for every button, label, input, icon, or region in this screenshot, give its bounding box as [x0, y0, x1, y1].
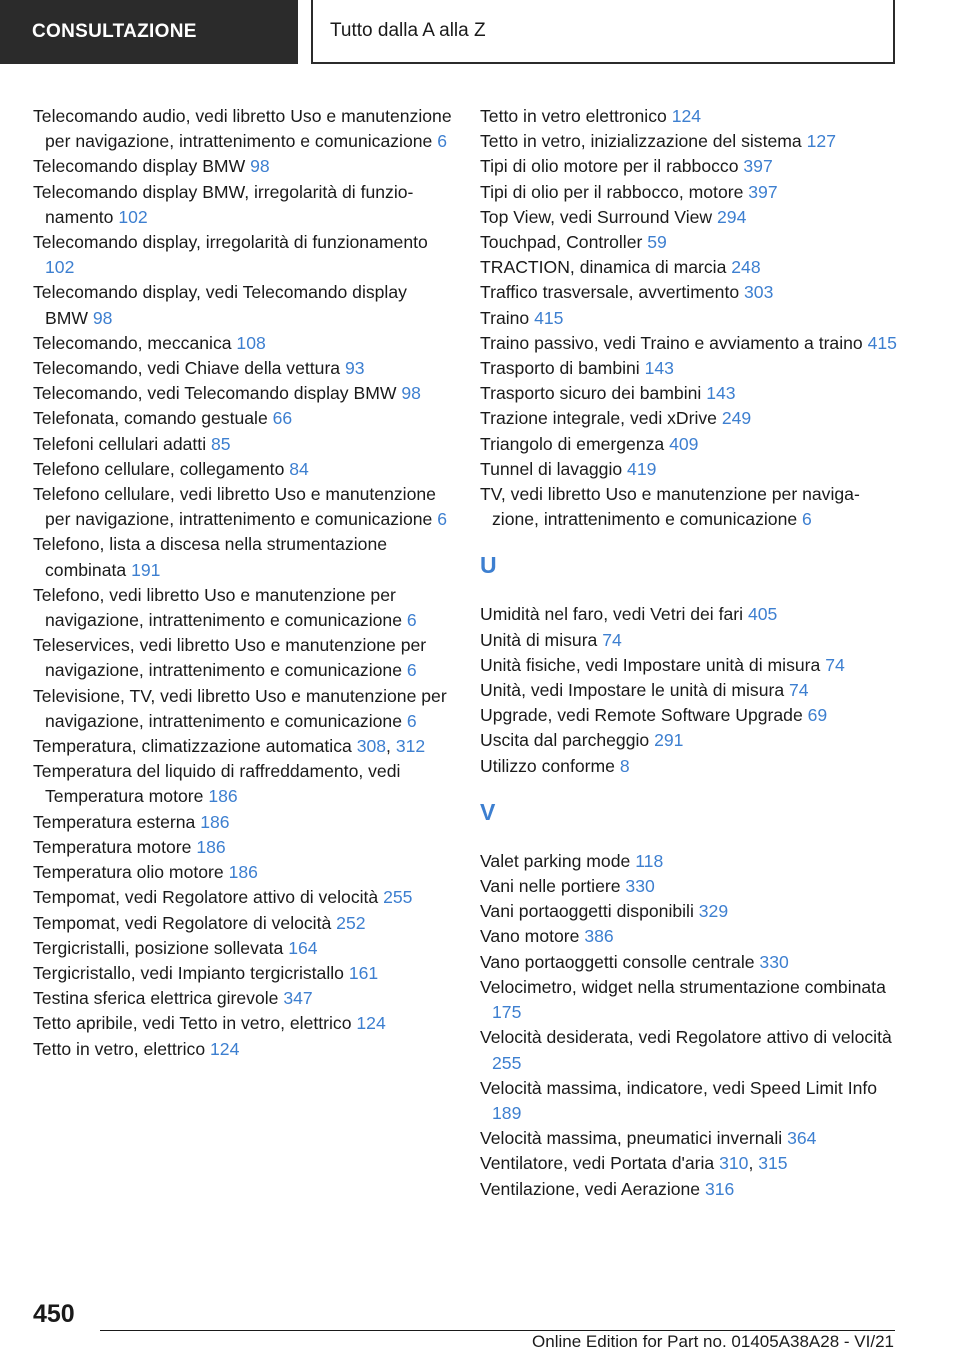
- index-column-right: [480, 104, 900, 1202]
- page-number: 450: [33, 1300, 75, 1328]
- index-entry-text: TV, vedi libretto Uso e manutenzione per navigazione, intrattenimento e comunicazione: [480, 484, 860, 530]
- index-entry-text: Vano portaoggetti consolle centrale: [480, 951, 755, 972]
- index-entry: [480, 180, 900, 205]
- index-entry-text: Telecomando, vedi Chiave della vettura: [33, 358, 341, 379]
- index-entry-text: Trasporto di bambini: [480, 358, 640, 379]
- index-entry-text: Uscita dal parcheggio: [480, 730, 650, 751]
- page-reference-link[interactable]: 252: [336, 912, 366, 933]
- page-reference-link[interactable]: 255: [383, 887, 413, 908]
- index-entry: [480, 602, 900, 627]
- index-entry: [33, 936, 453, 961]
- index-entry: [33, 1037, 453, 1062]
- index-entry-text: Touchpad, Controller: [480, 232, 643, 253]
- index-entry-text: TRACTION, dinamica di marcia: [480, 257, 727, 278]
- index-entry-text: Tetto in vetro, inizializzazione del sistema: [480, 131, 802, 152]
- index-entry: [33, 885, 453, 910]
- index-entry: [33, 810, 453, 835]
- index-entry: [33, 532, 453, 582]
- index-entry: [480, 950, 900, 975]
- index-entry: [33, 230, 453, 280]
- page-reference-link[interactable]: 419: [627, 458, 657, 479]
- index-entry-text: Testina sferica elettrica girevole: [33, 988, 279, 1009]
- page-reference-link[interactable]: 329: [698, 901, 729, 922]
- page-reference-link[interactable]: 303: [744, 282, 774, 303]
- index-entry: [480, 104, 900, 129]
- index-entry: [480, 628, 900, 653]
- index-entry: [480, 849, 900, 874]
- page-reference-link[interactable]: 294: [717, 206, 747, 227]
- index-entry-text: Teleservices, vedi libretto Uso e manutenzione per navigazione, intrattenimento e comunicazione: [33, 635, 427, 681]
- index-entry-text: Velocità massima, indicatore, vedi Speed Limit Info: [480, 1077, 878, 1098]
- index-entry-text: Velocità massima, pneumatici invernali: [480, 1128, 783, 1149]
- index-entry-text: Triangolo di emergenza: [480, 433, 665, 454]
- index-entry: [480, 899, 900, 924]
- index-entry: [480, 1025, 900, 1075]
- index-entry: Ventilatore, vedi Portata d'aria 310, 315: [480, 1153, 788, 1174]
- index-entry: [480, 331, 900, 356]
- footer-divider: [100, 1330, 895, 1331]
- index-entry-text: Telefono, lista a discesa nella strumentazione combinata: [33, 534, 388, 580]
- index-entry-text: Telefono cellulare, vedi libretto Uso e manutenzione per navigazione, intrattenimento e comunicazione: [33, 484, 436, 530]
- page-reference-link[interactable]: 118: [635, 850, 664, 871]
- index-entry-text: Umidità nel faro, vedi Vetri dei fari: [480, 604, 744, 625]
- index-entry: [33, 457, 453, 482]
- index-entry-text: Trasporto sicuro dei bambini: [480, 383, 702, 404]
- index-entry-text: Telecomando display, vedi Telecomando display BMW: [33, 282, 407, 328]
- page-reference-link[interactable]: 74: [789, 680, 809, 701]
- page-reference-link[interactable]: 315: [758, 1153, 788, 1174]
- index-entry: [33, 406, 453, 431]
- page-reference-link[interactable]: 66: [272, 408, 293, 429]
- page-reference-link[interactable]: 310: [719, 1153, 749, 1174]
- index-entry: [480, 728, 900, 753]
- page-reference-link[interactable]: 312: [395, 736, 426, 757]
- index-entry: [33, 104, 453, 154]
- page-reference-link[interactable]: 409: [669, 433, 699, 454]
- index-group-u: [480, 602, 900, 778]
- page-reference-link[interactable]: 397: [743, 156, 773, 177]
- page-reference-link[interactable]: 347: [283, 988, 313, 1009]
- index-entry: [480, 975, 900, 1025]
- page-reference-link[interactable]: 186: [208, 786, 238, 807]
- page-reference-link[interactable]: 74: [825, 654, 845, 675]
- index-entry: [33, 1011, 453, 1036]
- index-entry-text: Ventilatore, vedi Portata d'aria: [480, 1153, 715, 1174]
- index-entry: [480, 230, 900, 255]
- index-letter-u: U: [480, 552, 497, 579]
- page-reference-link[interactable]: 85: [211, 433, 231, 454]
- index-entry: [480, 482, 900, 532]
- index-entry: [480, 432, 900, 457]
- page-reference-link[interactable]: 69: [807, 705, 828, 726]
- page-reference-link[interactable]: 98: [401, 383, 421, 404]
- page-reference-link[interactable]: 415: [867, 332, 897, 353]
- index-entry: [33, 331, 453, 356]
- index-entry-text: Tipi di olio per il rabbocco, motore: [480, 181, 744, 202]
- index-entry: [33, 911, 453, 936]
- page-reference-link[interactable]: 102: [45, 257, 75, 278]
- index-entry: [480, 874, 900, 899]
- index-entry-text: Telefono cellulare, collegamento: [33, 458, 285, 479]
- index-entry-text: Telefono, vedi libretto Uso e manutenzione per navigazione, intrattenimento e comunicazione: [33, 584, 402, 631]
- index-entry: [480, 678, 900, 703]
- page-reference-link[interactable]: 186: [228, 862, 258, 883]
- index-entry: [480, 754, 900, 779]
- index-entry-text: Traffico trasversale, avvertimento: [480, 282, 740, 303]
- index-group-t: [480, 104, 900, 532]
- index-entry-text: Telefonata, comando gestuale: [33, 408, 268, 429]
- index-entry-text: Telecomando audio, vedi libretto Uso e manutenzione per navigazione, intrattenimento e comunicazione: [33, 106, 452, 152]
- page-reference-link[interactable]: 397: [748, 181, 778, 202]
- index-column-left: [33, 104, 453, 1062]
- index-entry: [480, 653, 900, 678]
- page-reference-link[interactable]: 98: [250, 156, 270, 177]
- page-reference-link[interactable]: 6: [437, 131, 447, 152]
- page-reference-link[interactable]: 255: [492, 1052, 522, 1073]
- index-entry: Temperatura, climatizzazione automatica 308, 312: [33, 736, 426, 757]
- page-reference-link[interactable]: 143: [706, 383, 736, 404]
- index-entry-text: Televisione, TV, vedi libretto Uso e manutenzione per navigazione, intrattenimento e comunicazione: [33, 685, 447, 731]
- page-reference-link[interactable]: 127: [806, 131, 836, 152]
- page-reference-link[interactable]: 6: [802, 509, 812, 530]
- page-reference-link[interactable]: 364: [787, 1128, 817, 1149]
- index-entry-text: Ventilazione, vedi Aerazione: [480, 1178, 701, 1199]
- index-entry-text: Temperatura, climatizzazione automatica: [33, 736, 352, 757]
- index-entry-text: Unità, vedi Impostare le unità di misura: [480, 680, 785, 701]
- index-entry: [33, 835, 453, 860]
- index-entry: [480, 280, 900, 305]
- section-tab: CONSULTAZIONE: [0, 0, 298, 64]
- page-reference-link[interactable]: 330: [759, 951, 789, 972]
- page-reference-link[interactable]: 164: [288, 937, 318, 958]
- index-entry-text: Tetto apribile, vedi Tetto in vetro, elettrico: [33, 1013, 352, 1034]
- index-entry-text: Top View, vedi Surround View: [480, 206, 713, 227]
- index-entry-text: Vani nelle portiere: [480, 876, 621, 897]
- page-reference-link[interactable]: 161: [348, 962, 379, 983]
- page-reference-link[interactable]: 191: [131, 559, 161, 580]
- page-reference-link[interactable]: 186: [200, 811, 230, 832]
- page-reference-link[interactable]: 98: [92, 307, 113, 328]
- index-entry-text: Telefoni cellulari adatti: [33, 433, 207, 454]
- index-entry-text: Temperatura olio motore: [33, 862, 224, 883]
- page-title: Tutto dalla A alla Z: [311, 0, 895, 64]
- index-entry: [33, 180, 453, 230]
- page-reference-link[interactable]: 175: [492, 1002, 522, 1023]
- page-reference-link[interactable]: 6: [406, 710, 417, 731]
- index-entry: [33, 280, 453, 330]
- index-entry: [33, 759, 453, 809]
- page-reference-link[interactable]: 84: [289, 458, 309, 479]
- page-reference-link[interactable]: 124: [356, 1013, 386, 1034]
- page-reference-link[interactable]: 8: [619, 755, 630, 776]
- page-reference-link[interactable]: 249: [721, 408, 752, 429]
- page-reference-link[interactable]: 248: [731, 257, 761, 278]
- index-entry-text: Temperatura del liquido di raffreddamento, vedi Temperatura motore: [33, 761, 401, 807]
- index-entry: [480, 1076, 900, 1126]
- footer-edition: Online Edition for Part no. 01405A38A28 - VI/21: [532, 1332, 894, 1351]
- index-entry-text: Unità fisiche, vedi Impostare unità di misura: [480, 654, 821, 675]
- index-entry: [33, 432, 453, 457]
- index-entry-text: Vano motore: [480, 926, 580, 947]
- page-reference-link[interactable]: 74: [602, 629, 622, 650]
- page-reference-link[interactable]: 6: [437, 509, 447, 530]
- index-entry-text: Tergicristallo, vedi Impianto tergicristallo: [33, 962, 344, 983]
- page-reference-link[interactable]: 59: [647, 232, 667, 253]
- page-reference-link[interactable]: 124: [210, 1038, 240, 1059]
- index-entry-text: Tunnel di lavaggio: [480, 458, 623, 479]
- page-reference-link[interactable]: 405: [747, 604, 778, 625]
- index-entry: [480, 154, 900, 179]
- index-entry-text: Tetto in vetro elettronico: [480, 106, 667, 126]
- page-reference-link[interactable]: 102: [118, 206, 148, 227]
- index-entry-text: Tempomat, vedi Regolatore di velocità: [33, 912, 332, 933]
- index-entry-text: Unità di misura: [480, 629, 598, 650]
- index-entry-text: Velocimetro, widget nella strumentazione combinata: [480, 976, 886, 997]
- page-reference-link[interactable]: 291: [654, 730, 684, 751]
- index-entry: [480, 703, 900, 728]
- page-reference-link[interactable]: 415: [534, 307, 564, 328]
- index-entry-text: Tipi di olio motore per il rabbocco: [480, 156, 739, 177]
- index-entry: [480, 406, 900, 431]
- page-reference-link[interactable]: 186: [196, 836, 226, 857]
- index-entry: [480, 356, 900, 381]
- index-entry-text: Telecomando, meccanica: [33, 332, 232, 353]
- index-entry: [33, 482, 453, 532]
- index-entry-text: Telecomando display, irregolarità di funzionamento: [33, 232, 428, 253]
- page-reference-link[interactable]: 308: [356, 736, 387, 757]
- index-group-v: [480, 849, 900, 1202]
- index-entry-text: Trazione integrale, vedi xDrive: [480, 408, 717, 429]
- index-entry: [480, 205, 900, 230]
- index-entry: [480, 1126, 900, 1151]
- index-letter-v: V: [480, 798, 496, 825]
- page-reference-link[interactable]: 93: [344, 358, 365, 379]
- page-reference-link[interactable]: 6: [406, 610, 417, 631]
- page-reference-link[interactable]: 316: [704, 1178, 735, 1199]
- index-entry: [33, 356, 453, 381]
- index-entry: [33, 986, 453, 1011]
- index-entry: [480, 381, 900, 406]
- index-entry: [33, 633, 453, 683]
- index-entry: [33, 381, 453, 406]
- page-reference-link[interactable]: 6: [406, 660, 417, 681]
- page-reference-link[interactable]: 330: [625, 876, 655, 897]
- index-entry: [33, 583, 453, 633]
- page-reference-link[interactable]: 189: [492, 1102, 522, 1123]
- index-entry-text: Traino: [480, 307, 530, 328]
- index-entry-text: Telecomando display BMW: [33, 156, 246, 177]
- index-entry: [33, 154, 453, 179]
- index-entry-text: Utilizzo conforme: [480, 755, 615, 776]
- page-reference-link[interactable]: 124: [671, 106, 702, 126]
- index-entry-text: Tergicristalli, posizione sollevata: [33, 937, 284, 958]
- page-reference-link[interactable]: 108: [236, 332, 266, 353]
- index-entry: [480, 924, 900, 949]
- index-entry: [480, 129, 900, 154]
- index-entry: [480, 306, 900, 331]
- index-entry: [33, 684, 453, 734]
- page-reference-link[interactable]: 386: [584, 926, 614, 947]
- index-entry-text: Tetto in vetro, elettrico: [33, 1038, 206, 1059]
- index-entry-text: Upgrade, vedi Remote Software Upgrade: [480, 705, 803, 726]
- index-entry-text: Telecomando display BMW, irregolarità di funzionamento: [33, 181, 414, 227]
- index-entry: [480, 457, 900, 482]
- index-entry-text: Velocità desiderata, vedi Regolatore attivo di velocità: [480, 1027, 892, 1048]
- index-entry: [33, 961, 453, 986]
- index-entry-text: Telecomando, vedi Telecomando display BMW: [33, 383, 397, 404]
- index-entry-text: Traino passivo, vedi Traino e avviamento a traino: [480, 332, 863, 353]
- index-entry-text: Temperatura motore: [33, 836, 192, 857]
- index-entry-text: Temperatura esterna: [33, 811, 196, 832]
- page-reference-link[interactable]: 143: [644, 358, 674, 379]
- index-entry-text: Tempomat, vedi Regolatore attivo di velocità: [33, 887, 379, 908]
- index-entry-text: Valet parking mode: [480, 850, 631, 871]
- index-entry: [33, 860, 453, 885]
- index-entry: [480, 255, 900, 280]
- index-entry: [480, 1177, 900, 1202]
- index-entry-text: Vani portaoggetti disponibili: [480, 901, 694, 922]
